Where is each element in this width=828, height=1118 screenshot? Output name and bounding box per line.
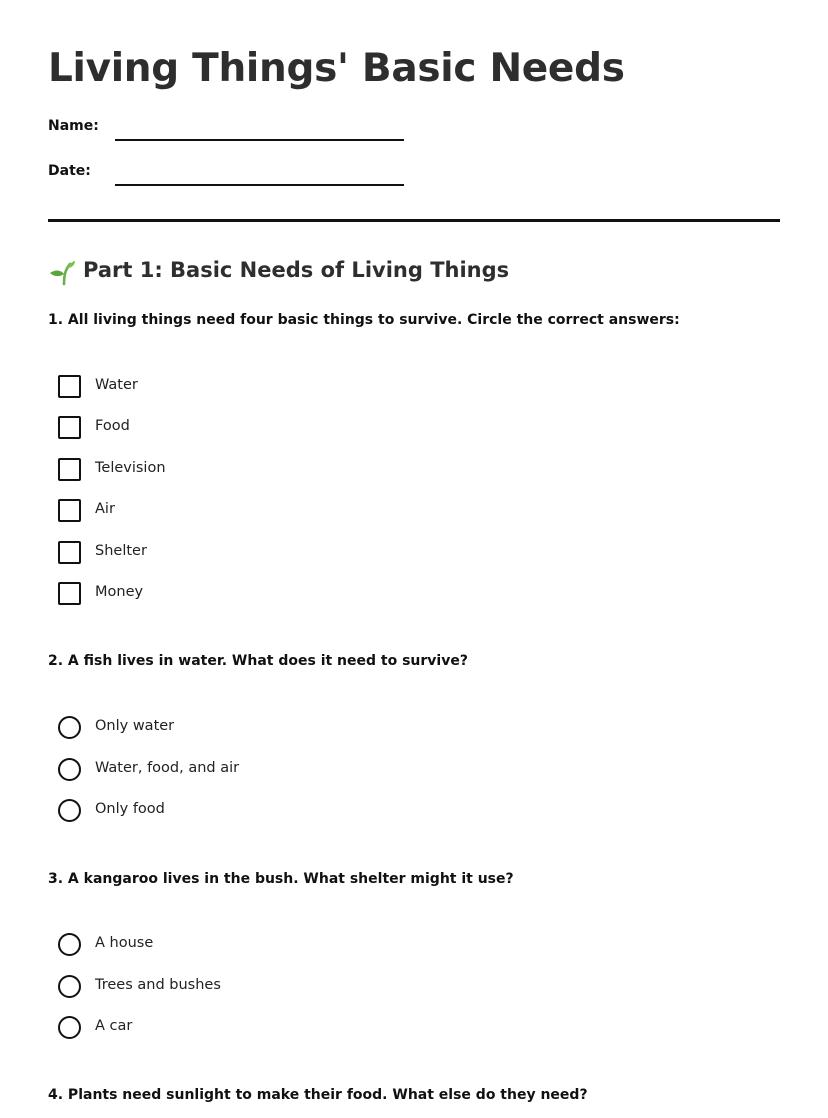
checkbox[interactable]	[58, 541, 81, 564]
checkbox[interactable]	[58, 375, 81, 398]
radio-button[interactable]	[58, 758, 81, 781]
option-label: Food	[95, 418, 130, 434]
radio-button[interactable]	[58, 975, 81, 998]
option-label: Only food	[95, 801, 165, 817]
section-title: Part 1: Basic Needs of Living Things	[83, 258, 510, 282]
option-label: A car	[95, 1018, 133, 1034]
question-3: 3. A kangaroo lives in the bush. What shelter might it use?	[48, 871, 514, 887]
name-line[interactable]	[115, 139, 404, 141]
option-label: Shelter	[95, 543, 147, 559]
checkbox[interactable]	[58, 416, 81, 439]
header-divider	[48, 219, 780, 222]
option-label: Television	[95, 460, 166, 476]
radio-button[interactable]	[58, 1016, 81, 1039]
option-label: Water	[95, 377, 138, 393]
date-field	[48, 163, 408, 193]
sprout-icon	[48, 258, 76, 286]
option-label: Trees and bushes	[95, 977, 221, 993]
question-4: 4. Plants need sunlight to make their food. What else do they need?	[48, 1087, 588, 1103]
question-1: 1. All living things need four basic things to survive. Circle the correct answers:	[48, 312, 680, 328]
checkbox[interactable]	[58, 458, 81, 481]
checkbox[interactable]	[58, 499, 81, 522]
name-label: Name:	[48, 118, 99, 134]
question-2: 2. A fish lives in water. What does it need to survive?	[48, 653, 468, 669]
option-label: Only water	[95, 718, 175, 734]
option-label: Air	[95, 501, 115, 517]
option-label: A house	[95, 935, 154, 951]
option-label: Water, food, and air	[95, 760, 240, 776]
date-label: Date:	[48, 163, 91, 179]
radio-button[interactable]	[58, 799, 81, 822]
worksheet-title: Living Things' Basic Needs	[48, 46, 625, 91]
checkbox[interactable]	[58, 582, 81, 605]
date-line[interactable]	[115, 184, 404, 186]
name-field	[48, 118, 408, 148]
option-label: Money	[95, 584, 144, 600]
radio-button[interactable]	[58, 933, 81, 956]
radio-button[interactable]	[58, 716, 81, 739]
